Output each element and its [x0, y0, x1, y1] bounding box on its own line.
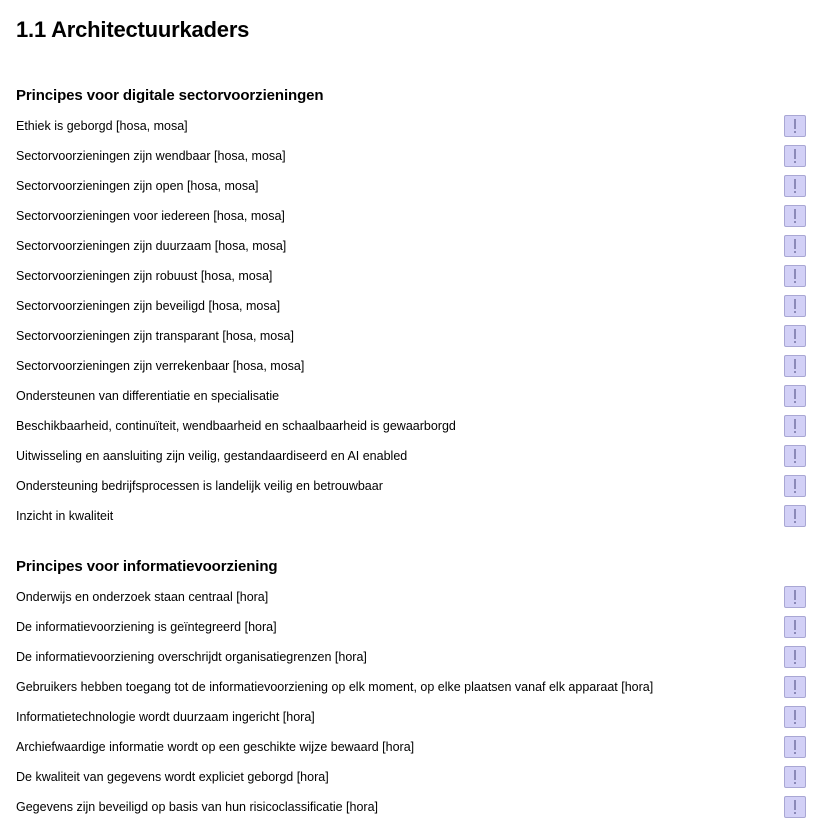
exclamation-dot	[794, 632, 796, 634]
principle-label: Ondersteunen van differentiatie en specialisatie	[16, 389, 280, 403]
exclamation-dot	[794, 251, 796, 253]
exclamation-dot	[794, 131, 796, 133]
section-heading: Principes voor informatievoorziening	[16, 558, 278, 575]
exclamation-dot	[794, 461, 796, 463]
exclamation-dot	[794, 491, 796, 493]
exclamation-stem	[794, 209, 796, 219]
principle-label: Ethiek is geborgd [hosa, mosa]	[16, 119, 188, 133]
exclamation-stem	[794, 740, 796, 750]
exclamation-dot	[794, 371, 796, 373]
exclamation-stem	[794, 239, 796, 249]
principle-row[interactable]	[16, 264, 816, 288]
principle-row[interactable]	[16, 474, 816, 498]
exclamation-dot	[794, 431, 796, 433]
principle-label: De kwaliteit van gegevens wordt expliciet geborgd [hora]	[16, 770, 329, 784]
principle-row[interactable]	[16, 414, 816, 438]
exclamation-note-icon[interactable]	[784, 385, 806, 407]
principle-row[interactable]	[16, 585, 816, 609]
exclamation-note-icon[interactable]	[784, 415, 806, 437]
principle-label: Sectorvoorzieningen zijn verrekenbaar [hosa, mosa]	[16, 359, 305, 373]
exclamation-dot	[794, 692, 796, 694]
exclamation-note-icon[interactable]	[784, 706, 806, 728]
exclamation-stem	[794, 509, 796, 519]
principle-label: Uitwisseling en aansluiting zijn veilig, gestandaardiseerd en AI enabled	[16, 449, 408, 463]
exclamation-note-icon[interactable]	[784, 475, 806, 497]
exclamation-stem	[794, 119, 796, 129]
exclamation-note-icon[interactable]	[784, 115, 806, 137]
exclamation-note-icon[interactable]	[784, 205, 806, 227]
exclamation-stem	[794, 620, 796, 630]
principle-label: De informatievoorziening overschrijdt organisatiegrenzen [hora]	[16, 650, 367, 664]
exclamation-dot	[794, 191, 796, 193]
principle-label: Onderwijs en onderzoek staan centraal [hora]	[16, 590, 269, 604]
exclamation-dot	[794, 662, 796, 664]
principle-list	[16, 585, 816, 819]
exclamation-stem	[794, 269, 796, 279]
exclamation-stem	[794, 299, 796, 309]
exclamation-note-icon[interactable]	[784, 145, 806, 167]
principle-row[interactable]	[16, 204, 816, 228]
principle-label: Sectorvoorzieningen zijn wendbaar [hosa, mosa]	[16, 149, 286, 163]
exclamation-dot	[794, 341, 796, 343]
principle-label: De informatievoorziening is geïntegreerd [hora]	[16, 620, 277, 634]
principle-label: Sectorvoorzieningen zijn transparant [hosa, mosa]	[16, 329, 294, 343]
exclamation-note-icon[interactable]	[784, 616, 806, 638]
exclamation-note-icon[interactable]	[784, 355, 806, 377]
section-heading: Principes voor digitale sectorvoorzieningen	[16, 87, 324, 104]
exclamation-stem	[794, 710, 796, 720]
principles-section	[16, 43, 816, 528]
exclamation-dot	[794, 311, 796, 313]
principle-label: Inzicht in kwaliteit	[16, 509, 114, 523]
page-title: 1.1 Architectuurkaders	[16, 17, 250, 42]
exclamation-dot	[794, 161, 796, 163]
principle-label: Sectorvoorzieningen zijn open [hosa, mosa]	[16, 179, 259, 193]
exclamation-stem	[794, 449, 796, 459]
exclamation-note-icon[interactable]	[784, 325, 806, 347]
principle-row[interactable]	[16, 504, 816, 528]
exclamation-stem	[794, 590, 796, 600]
principle-label: Sectorvoorzieningen zijn duurzaam [hosa, mosa]	[16, 239, 287, 253]
principle-label: Beschikbaarheid, continuïteit, wendbaarheid en schaalbaarheid is gewaarborgd	[16, 419, 456, 433]
exclamation-note-icon[interactable]	[784, 736, 806, 758]
principle-label: Ondersteuning bedrijfsprocessen is landelijk veilig en betrouwbaar	[16, 479, 383, 493]
principle-row[interactable]	[16, 705, 816, 729]
principle-label: Gebruikers hebben toegang tot de informatievoorziening op elk moment, op elke plaatsen vanaf elk apparaat [hora]	[16, 680, 654, 694]
exclamation-note-icon[interactable]	[784, 175, 806, 197]
exclamation-note-icon[interactable]	[784, 265, 806, 287]
exclamation-stem	[794, 800, 796, 810]
principle-row[interactable]	[16, 294, 816, 318]
exclamation-stem	[794, 770, 796, 780]
exclamation-stem	[794, 359, 796, 369]
exclamation-dot	[794, 401, 796, 403]
exclamation-stem	[794, 329, 796, 339]
exclamation-dot	[794, 812, 796, 814]
principle-row[interactable]	[16, 675, 816, 699]
principle-row[interactable]	[16, 444, 816, 468]
principle-label: Gegevens zijn beveiligd op basis van hun risicoclassificatie [hora]	[16, 800, 378, 814]
exclamation-note-icon[interactable]	[784, 766, 806, 788]
principle-row[interactable]	[16, 324, 816, 348]
exclamation-stem	[794, 479, 796, 489]
principle-row[interactable]	[16, 114, 816, 138]
exclamation-stem	[794, 680, 796, 690]
exclamation-note-icon[interactable]	[784, 235, 806, 257]
principle-row[interactable]	[16, 174, 816, 198]
principle-label: Informatietechnologie wordt duurzaam ingericht [hora]	[16, 710, 315, 724]
principle-row[interactable]	[16, 144, 816, 168]
exclamation-dot	[794, 521, 796, 523]
principle-label: Archiefwaardige informatie wordt op een geschikte wijze bewaard [hora]	[16, 740, 415, 754]
exclamation-stem	[794, 389, 796, 399]
exclamation-note-icon[interactable]	[784, 676, 806, 698]
exclamation-dot	[794, 602, 796, 604]
principles-section	[16, 534, 816, 819]
exclamation-dot	[794, 782, 796, 784]
exclamation-note-icon[interactable]	[784, 796, 806, 818]
principle-row[interactable]	[16, 615, 816, 639]
exclamation-stem	[794, 650, 796, 660]
sections-container	[16, 43, 816, 819]
principle-label: Sectorvoorzieningen zijn beveiligd [hosa, mosa]	[16, 299, 281, 313]
exclamation-dot	[794, 281, 796, 283]
exclamation-note-icon[interactable]	[784, 586, 806, 608]
principle-row[interactable]	[16, 354, 816, 378]
principle-list	[16, 114, 816, 528]
exclamation-note-icon[interactable]	[784, 295, 806, 317]
exclamation-stem	[794, 419, 796, 429]
principle-row[interactable]	[16, 795, 816, 819]
exclamation-note-icon[interactable]	[784, 646, 806, 668]
principle-row[interactable]	[16, 765, 816, 789]
principle-label: Sectorvoorzieningen voor iedereen [hosa, mosa]	[16, 209, 285, 223]
principle-row[interactable]	[16, 735, 816, 759]
principle-row[interactable]	[16, 234, 816, 258]
exclamation-note-icon[interactable]	[784, 505, 806, 527]
principle-row[interactable]	[16, 645, 816, 669]
exclamation-dot	[794, 722, 796, 724]
principle-row[interactable]	[16, 384, 816, 408]
exclamation-dot	[794, 221, 796, 223]
exclamation-stem	[794, 179, 796, 189]
exclamation-dot	[794, 752, 796, 754]
exclamation-stem	[794, 149, 796, 159]
principle-label: Sectorvoorzieningen zijn robuust [hosa, mosa]	[16, 269, 273, 283]
exclamation-note-icon[interactable]	[784, 445, 806, 467]
